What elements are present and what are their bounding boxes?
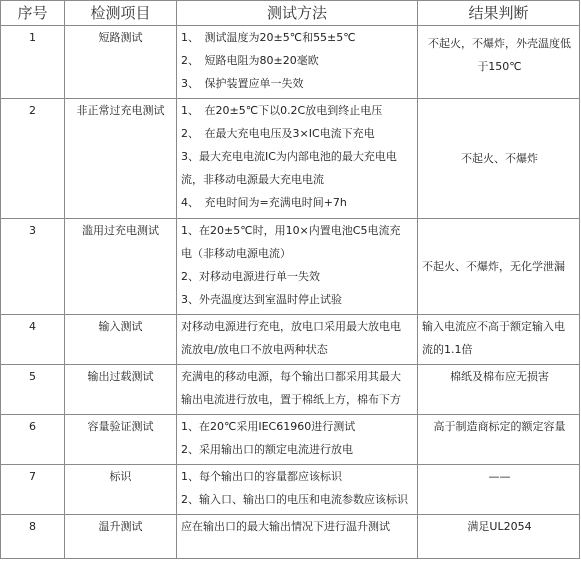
row-method — [177, 26, 418, 99]
result-line: 不起火、不爆炸 — [461, 152, 538, 165]
row-result — [418, 515, 580, 559]
row-method — [177, 465, 418, 515]
result-line: 满足UL2054 — [467, 520, 532, 533]
row-item: 滥用过充电测试 — [65, 219, 177, 315]
result-line: 流的1.1倍 — [422, 343, 473, 356]
row-item: 短路测试 — [65, 26, 177, 99]
table-row — [1, 365, 580, 415]
method-line: 应在输出口的最大输出情况下进行温升测试 — [181, 520, 390, 533]
method-line: 2、 在最大充电电压及3×IC电流下充电 — [181, 127, 375, 140]
row-result — [418, 465, 580, 515]
row-method — [177, 99, 418, 219]
row-no: 7 — [1, 465, 65, 515]
method-line: 1、 测试温度为20±5℃和55±5℃ — [181, 31, 356, 44]
result-line: 输入电流应不高于额定输入电 — [422, 320, 565, 333]
method-line: 1、 在20±5℃下以0.2C放电到终止电压 — [181, 104, 383, 117]
method-line: 电（非移动电源电流） — [181, 247, 291, 260]
method-line: 1、在20±5℃时，用10×内置电池C5电流充 — [181, 224, 401, 237]
method-line: 对移动电源进行充电，放电口采用最大放电电 — [181, 320, 401, 333]
table-row — [1, 315, 580, 365]
method-line: 3、 保护装置应单一失效 — [181, 77, 304, 90]
result-line: 不起火、不爆炸，无化学泄漏 — [422, 260, 565, 273]
row-no: 1 — [1, 26, 65, 99]
header-result: 结果判断 — [418, 1, 580, 26]
method-line: 3、最大充电电流IC为内部电池的最大充电电 — [181, 150, 397, 163]
row-no: 2 — [1, 99, 65, 219]
row-result — [418, 365, 580, 415]
method-line: 充满电的移动电源，每个输出口都采用其最大 — [181, 370, 401, 383]
header-method: 测试方法 — [177, 1, 418, 26]
row-result — [418, 315, 580, 365]
row-item: 输出过载测试 — [65, 365, 177, 415]
result-line: 棉纸及棉布应无损害 — [450, 370, 549, 383]
method-line: 2、 短路电阻为80±20毫欧 — [181, 54, 319, 67]
row-no: 8 — [1, 515, 65, 559]
method-line: 2、对移动电源进行单一失效 — [181, 270, 320, 283]
row-item: 非正常过充电测试 — [65, 99, 177, 219]
row-item: 输入测试 — [65, 315, 177, 365]
row-item: 标识 — [65, 465, 177, 515]
method-line: 4、 充电时间为=充满电时间+7h — [181, 196, 347, 209]
result-line: 于150℃ — [477, 60, 522, 73]
header-no: 序号 — [1, 1, 65, 26]
method-line: 2、输入口、输出口的电压和电流参数应该标识 — [181, 493, 408, 506]
method-line: 1、每个输出口的容量都应该标识 — [181, 470, 342, 483]
table-row — [1, 26, 580, 99]
row-method — [177, 219, 418, 315]
result-line: 高于制造商标定的额定容量 — [433, 420, 566, 433]
row-item: 温升测试 — [65, 515, 177, 559]
table-row — [1, 465, 580, 515]
table-row — [1, 219, 580, 315]
row-no: 4 — [1, 315, 65, 365]
method-line: 输出电流进行放电，置于棉纸上方，棉布下方 — [181, 393, 401, 406]
row-result — [418, 415, 580, 465]
row-item: 容量验证测试 — [65, 415, 177, 465]
row-result — [418, 26, 580, 99]
row-result — [418, 219, 580, 315]
header-item: 检测项目 — [65, 1, 177, 26]
table-row — [1, 415, 580, 465]
row-method — [177, 515, 418, 559]
table-row — [1, 515, 580, 559]
method-line: 3、外壳温度达到室温时停止试验 — [181, 293, 342, 306]
row-method — [177, 415, 418, 465]
row-no: 3 — [1, 219, 65, 315]
method-line: 流，非移动电源最大充电电流 — [181, 173, 324, 186]
method-line: 1、在20℃采用IEC61960进行测试 — [181, 420, 356, 433]
header-row — [1, 1, 580, 26]
table-row — [1, 99, 580, 219]
result-line: —— — [488, 470, 511, 483]
method-line: 2、采用输出口的额定电流进行放电 — [181, 443, 353, 456]
row-no: 6 — [1, 415, 65, 465]
row-method — [177, 365, 418, 415]
result-line: 不起火，不爆炸，外壳温度低 — [428, 37, 571, 50]
method-line: 流放电/放电口不放电两种状态 — [181, 343, 328, 356]
row-method — [177, 315, 418, 365]
row-no: 5 — [1, 365, 65, 415]
row-result — [418, 99, 580, 219]
